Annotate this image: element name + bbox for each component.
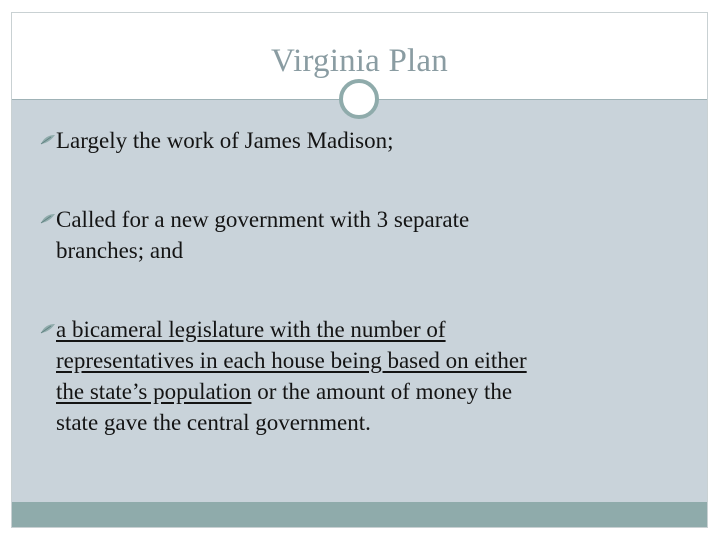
plain-phrase: or the amount of money the (251, 379, 513, 404)
bullet-line: state gave the central government. (56, 410, 371, 435)
bullet-text (40, 314, 680, 438)
leaf-bullet-icon (40, 213, 56, 225)
bullet-line-underlined: a bicameral legislature with the number of (56, 317, 446, 342)
slide-title: Virginia Plan (271, 43, 448, 79)
leaf-bullet-icon (40, 323, 56, 335)
bullet-text (40, 204, 680, 266)
bullet-text: Largely the work of James Madison; (56, 128, 394, 153)
content-panel (12, 100, 707, 502)
bullet-line: Called for a new government with 3 separate (56, 207, 470, 232)
footer-bar (12, 502, 707, 527)
bullet-line-underlined: representatives in each house being based on either (56, 348, 527, 373)
bullet-item (40, 314, 680, 438)
bullet-item (40, 204, 680, 266)
bullet-line: branches; and (56, 238, 184, 263)
bullet-line (56, 376, 680, 407)
underlined-phrase: the state’s population (56, 379, 252, 404)
leaf-bullet-icon (40, 134, 56, 146)
circle-ornament-icon (339, 79, 379, 119)
bullet-item (40, 125, 680, 156)
